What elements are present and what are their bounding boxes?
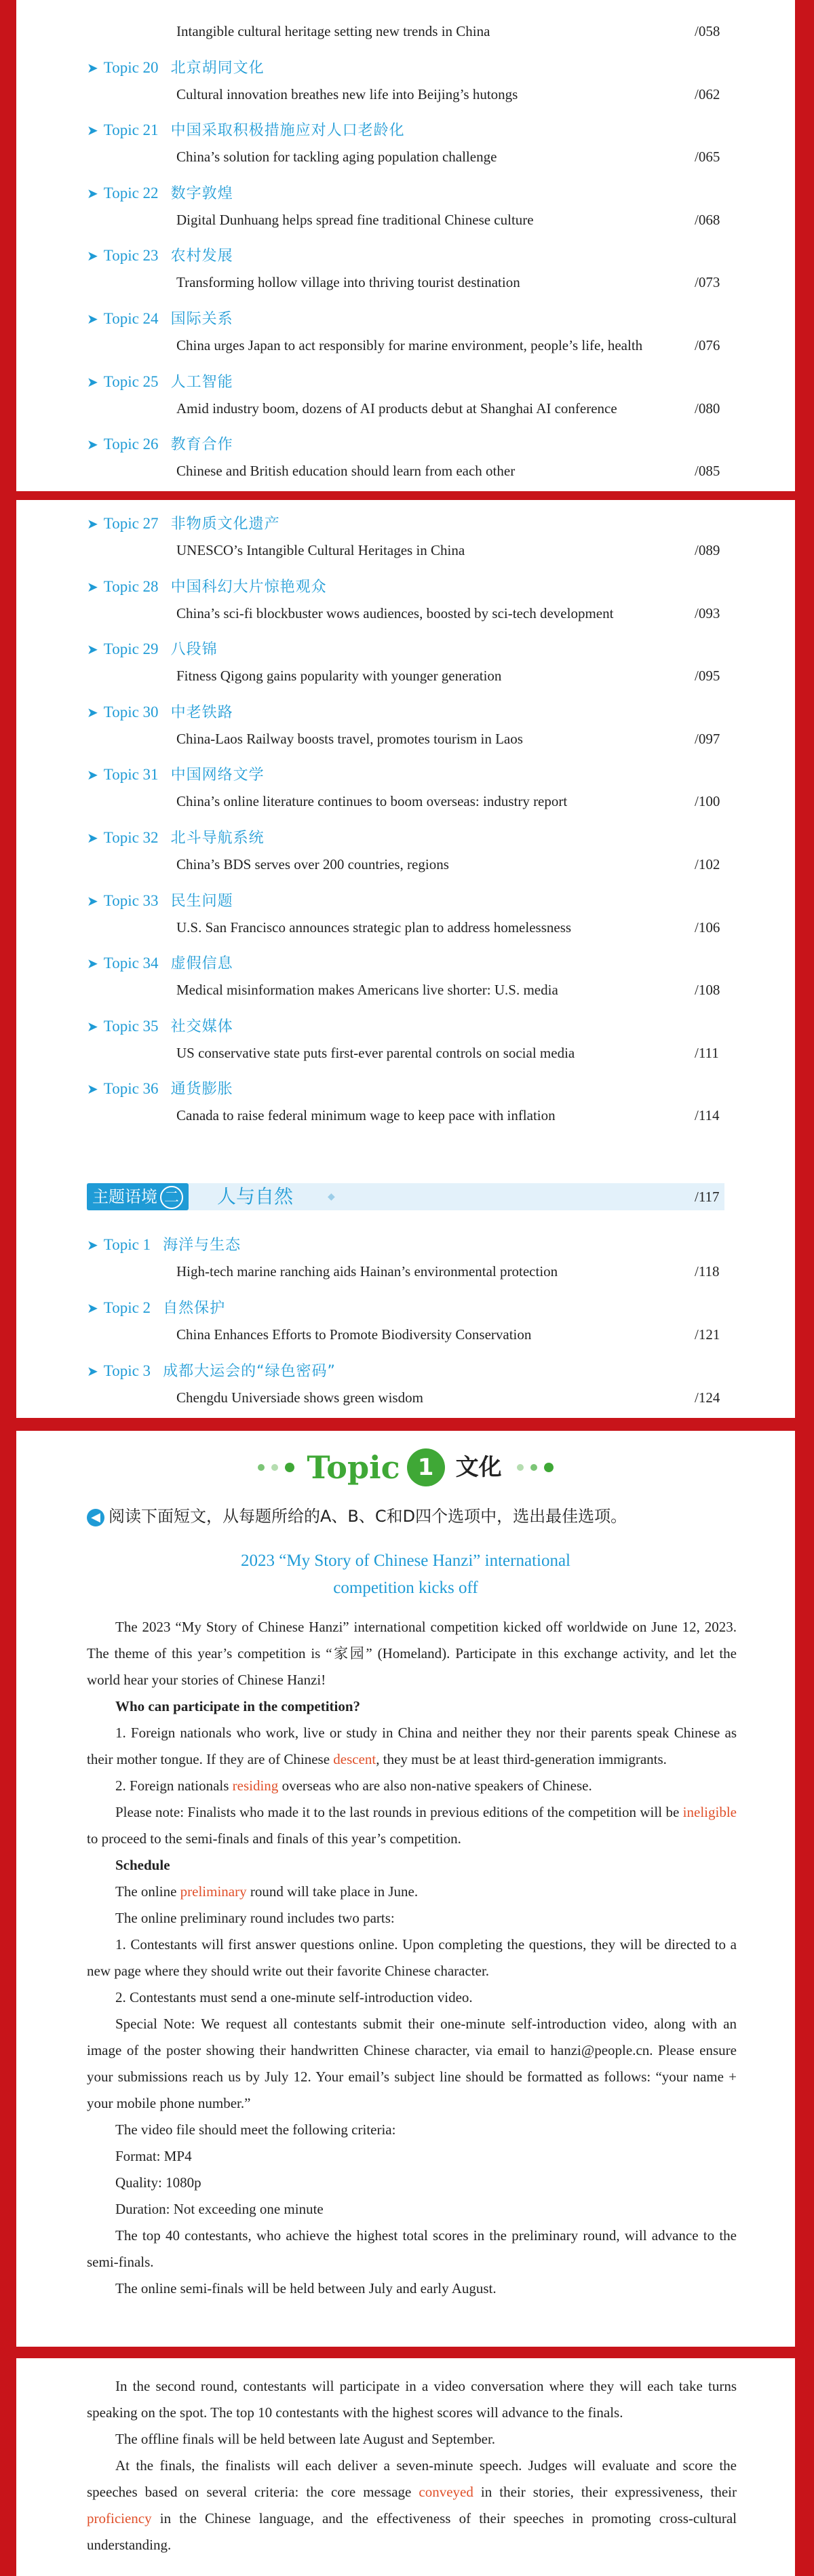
toc-title: Amid industry boom, dozens of AI products debut at Shanghai AI conference [176,400,617,417]
toc-page-number: /118 [695,1263,720,1280]
instruction [87,1504,795,1529]
toc-title: Canada to raise federal minimum wage to keep pace with inflation [176,1107,556,1124]
toc-entry [16,887,795,950]
article-title-line: competition kicks off [333,1579,478,1597]
paragraph-text: to proceed to the semi-finals and finals of this year’s competition. [87,1830,461,1847]
toc-topic-heading [87,430,233,459]
toc-topic-heading [87,635,218,664]
toc-topic-heading [87,179,233,208]
paragraph-text: Format: MP4 [115,2148,192,2164]
toc-entry [16,430,795,491]
toc-entry [16,761,795,824]
toc-page-number: /068 [695,211,720,228]
toc-entry [16,305,795,368]
toc-page-number: /080 [695,400,720,417]
toc-topic-number: Topic 35 [103,1017,159,1035]
article-paragraph [87,2170,737,2196]
toc-topic-heading [87,1357,336,1385]
article-paragraph [87,1799,737,1852]
paragraph-text: Schedule [115,1857,170,1873]
article-body [87,2373,737,2558]
toc-title: U.S. San Francisco announces strategic plan to address homelessness [176,919,572,936]
article-body [87,1614,737,2302]
toc-page-number: /114 [695,1107,720,1124]
paragraph-text: 1. Foreign nationals who work, live or study in China and neither they nor their parents speak Chinese as their mother tongue. If they are of Chinese [87,1725,737,1767]
toc-page-number: /106 [695,919,720,936]
paragraph-text: 1. Contestants will first answer questions online. Upon completing the questions, they will be directed to a new page where they should write out their favorite Chinese character. [87,1936,737,1979]
article-title-line: 2023 “My Story of Chinese Hanzi” international [241,1552,570,1570]
decor-dot-icon [517,1464,524,1471]
article-paragraph [87,2373,737,2426]
toc-entry [16,54,795,117]
toc-topic-heading [87,54,265,82]
highlighted-word: proficiency [87,2510,152,2526]
section-badge-label: 主题语境 [92,1187,157,1206]
toc-title: Cultural innovation breathes new life into Beijing’s hutongs [176,85,518,102]
paragraph-text: round will take place in June. [246,1883,419,1900]
paragraph-text: Please note: Finalists who made it to the last rounds in previous editions of the competition will be [115,1804,683,1820]
paragraph-text: Duration: Not exceeding one minute [115,2201,324,2217]
toc-topic-heading [87,949,233,978]
article-paragraph [87,1773,737,1799]
toc-page-number: /095 [695,668,720,685]
toc-page-1 [16,0,795,491]
paragraph-text: In the second round, contestants will participate in a video conversation where they will each take turns speaking on the spot. The top 10 contestants with the highest scores will advance to the finals. [87,2378,737,2421]
arrow-right-icon: ➤ [87,830,98,846]
toc-topic-number: Topic 2 [103,1299,151,1316]
toc-entry [16,1231,795,1294]
toc-topic-number: Topic 31 [103,766,159,784]
paragraph-text: 2. Contestants must send a one-minute self-introduction video. [115,1989,473,2005]
arrow-right-icon: ➤ [87,60,98,76]
toc-topic-number: Topic 20 [103,58,159,76]
highlighted-word: ineligible [682,1804,737,1820]
topic-number: 1 [407,1448,445,1486]
toc-topic-number: Topic 1 [103,1236,151,1253]
topic-header [16,1443,795,1492]
section-badge [87,1183,189,1210]
toc-entry [16,573,795,636]
diamond-icon: ◆ [328,1192,335,1202]
toc-topic-number: Topic 27 [103,515,159,532]
toc-topic-cn: 通货膨胀 [170,1081,233,1098]
paragraph-text: The online [115,1883,180,1900]
decor-dot-icon [258,1464,265,1471]
article-paragraph [87,2275,737,2302]
article-paragraph [87,2426,737,2453]
arrow-right-icon: ➤ [87,642,98,658]
toc-entry [16,824,795,887]
toc-topic-cn: 人工智能 [170,373,233,391]
toc-topic-number: Topic 34 [103,955,159,972]
toc-topic-cn: 国际关系 [170,310,233,328]
article-subheading [87,1693,737,1720]
toc-title: Digital Dunhuang helps spread fine traditional Chinese culture [176,211,534,228]
decor-dot-icon [544,1463,554,1472]
toc-page-number: /065 [695,149,720,166]
article-page [16,1431,795,2347]
toc-entry [16,510,795,573]
article-page-continued [16,2358,795,2576]
article-paragraph [87,2453,737,2558]
article-paragraph [87,1931,737,1984]
arrow-right-icon: ➤ [87,517,98,532]
toc-title: China’s online literature continues to boom overseas: industry report [176,793,568,810]
toc-page-number: /102 [695,856,720,872]
toc-list [16,1231,795,1418]
toc-topic-number: Topic 29 [103,640,159,658]
paragraph-text: The video file should meet the following criteria: [115,2121,396,2138]
arrow-right-icon: ➤ [87,186,98,201]
toc-topic-heading [87,305,233,333]
toc-topic-heading [87,242,233,270]
toc-page-number: /062 [695,85,720,102]
article-paragraph [87,2011,737,2117]
toc-topic-heading [87,368,233,396]
toc-page-number: /100 [695,793,720,810]
article-paragraph [87,2196,737,2223]
paragraph-text: The top 40 contestants, who achieve the highest total scores in the preliminary round, will advance to the semi-finals. [87,2227,737,2270]
arrow-right-icon: ➤ [87,579,98,595]
arrow-right-icon: ➤ [87,1082,98,1098]
toc-title: China’s BDS serves over 200 countries, regions [176,856,449,872]
highlighted-word: preliminary [180,1883,247,1900]
paragraph-text: overseas who are also non-native speakers of Chinese. [278,1777,592,1794]
toc-entry [16,0,795,54]
section-title: 人与自然 [217,1185,294,1208]
toc-entry [16,698,795,761]
toc-page-2 [16,500,795,1418]
paragraph-text: The online preliminary round includes two parts: [115,1910,395,1926]
instruction-text: 阅读下面短文，从每题所给的A、B、C和D四个选项中，选出最佳选项。 [109,1507,627,1526]
article-paragraph [87,1905,737,1931]
paragraph-text: The 2023 “My Story of Chinese Hanzi” international competition kicked off worldwide on June 12, 2023. The theme of this year’s competition is “家园” (Homeland). Participate in this exchange activity, and let the world hear your stories of Chinese Hanzi! [87,1619,737,1688]
article-title [16,1547,795,1602]
paragraph-text: , they must be at least third-generation immigrants. [376,1751,667,1767]
article-paragraph [87,1720,737,1773]
toc-entry [16,179,795,242]
toc-topic-cn: 自然保护 [163,1300,226,1317]
toc-topic-cn: 中国科幻大片惊艳观众 [170,578,327,596]
paragraph-text: At the finals, the finalists will each deliver a seven-minute speech. Judges will evaluate and score the speeches based on several criteria: the core message [87,2457,737,2500]
toc-title: Medical misinformation makes Americans live shorter: U.S. media [176,982,558,999]
toc-topic-cn: 海洋与生态 [163,1237,241,1254]
toc-topic-number: Topic 30 [103,703,159,720]
arrow-right-icon: ➤ [87,893,98,909]
toc-topic-cn: 中老铁路 [170,704,233,721]
arrow-right-icon: ➤ [87,123,98,139]
toc-topic-cn: 北斗导航系统 [170,829,265,847]
highlighted-word: descent [333,1751,376,1767]
toc-topic-cn: 北京胡同文化 [170,59,265,77]
toc-entry [16,1357,795,1418]
toc-topic-heading [87,887,233,915]
toc-topic-heading [87,1075,233,1103]
arrow-right-icon: ➤ [87,705,98,720]
toc-topic-cn: 教育合作 [170,436,233,454]
paragraph-text: in their stories, their expressiveness, their [473,2484,737,2500]
toc-title: US conservative state puts first-ever parental controls on social media [176,1044,575,1061]
section-page-number: /117 [695,1189,720,1205]
toc-topic-number: Topic 26 [103,436,159,453]
toc-topic-cn: 八段锦 [170,641,218,659]
topic-category: 文化 [455,1454,502,1482]
toc-topic-number: Topic 23 [103,247,159,265]
arrow-right-icon: ➤ [87,1301,98,1316]
info-icon: ◀ [87,1509,104,1526]
article-paragraph [87,1614,737,1693]
toc-list [16,0,795,491]
arrow-right-icon: ➤ [87,1238,98,1253]
toc-topic-cn: 农村发展 [170,248,233,265]
toc-entry [16,242,795,305]
toc-entry [16,1012,795,1075]
article-paragraph [87,2143,737,2170]
toc-topic-heading [87,1231,241,1259]
toc-page-number: /085 [695,463,720,480]
toc-topic-heading [87,824,265,852]
decor-dot-icon [285,1463,294,1472]
article-paragraph [87,1879,737,1905]
section-header [87,1183,724,1210]
toc-entry [16,1075,795,1138]
section-number: 二 [160,1186,183,1209]
toc-entry [16,116,795,179]
toc-list [16,510,795,1138]
toc-page-number: /093 [695,604,720,621]
toc-title: China-Laos Railway boosts travel, promotes tourism in Laos [176,730,523,747]
paragraph-text: The online semi-finals will be held between July and early August. [115,2280,497,2296]
toc-page-number: /073 [695,274,720,291]
toc-topic-number: Topic 32 [103,828,159,846]
arrow-right-icon: ➤ [87,1019,98,1035]
toc-topic-cn: 数字敦煌 [170,185,233,202]
toc-topic-heading [87,1012,233,1041]
toc-page-number: /058 [695,23,720,39]
topic-word: Topic [307,1449,400,1486]
arrow-right-icon: ➤ [87,957,98,972]
toc-page-number: /111 [695,1044,719,1061]
arrow-right-icon: ➤ [87,311,98,327]
article-subheading [87,1852,737,1879]
toc-title: Chinese and British education should learn from each other [176,463,516,480]
highlighted-word: residing [232,1777,279,1794]
arrow-right-icon: ➤ [87,768,98,784]
toc-topic-heading [87,510,280,538]
toc-topic-heading [87,698,233,727]
paragraph-text: 2. Foreign nationals [115,1777,233,1794]
toc-title: Transforming hollow village into thriving tourist destination [176,274,520,291]
toc-topic-number: Topic 24 [103,309,159,327]
highlighted-word: conveyed [419,2484,473,2500]
toc-page-number: /108 [695,982,720,999]
toc-topic-cn: 中国采取积极措施应对人口老龄化 [170,122,405,140]
toc-title: China’s sci-fi blockbuster wows audiences, boosted by sci-tech development [176,604,614,621]
toc-page-number: /121 [695,1326,720,1343]
toc-title: Chengdu Universiade shows green wisdom [176,1389,423,1406]
paragraph-text: The offline finals will be held between late August and September. [115,2431,496,2447]
toc-topic-heading [87,1294,225,1322]
toc-topic-number: Topic 36 [103,1080,159,1098]
toc-topic-number: Topic 28 [103,577,159,595]
toc-topic-number: Topic 22 [103,184,159,201]
arrow-right-icon: ➤ [87,1364,98,1379]
article-paragraph [87,1984,737,2011]
paragraph-text: Who can participate in the competition? [115,1698,361,1714]
paragraph-text: Special Note: We request all contestants submit their one-minute self-introduction video, along with an image of the poster showing their handwritten Chinese character, via email to hanzi@people.cn. Please ensure your submissions reach us by July 12. Your email’s subject line should be formatted as follows: “your name + your mobile phone number.” [87,2016,737,2111]
toc-topic-heading [87,761,265,789]
toc-entry [16,635,795,698]
toc-topic-heading [87,116,405,145]
toc-topic-cn: 民生问题 [170,892,233,910]
toc-title: China’s solution for tackling aging population challenge [176,149,497,166]
toc-title: China urges Japan to act responsibly for marine environment, people’s life, health [176,337,643,353]
toc-topic-number: Topic 33 [103,891,159,909]
paragraph-text: Quality: 1080p [115,2174,201,2191]
paragraph-text: in the Chinese language, and the effectiveness of their speeches in promoting cross-cultural understanding. [87,2510,737,2553]
arrow-right-icon: ➤ [87,438,98,453]
toc-topic-cn: 社交媒体 [170,1018,233,1035]
toc-title: UNESCO’s Intangible Cultural Heritages in China [176,542,465,558]
toc-page-number: /097 [695,730,720,747]
toc-topic-number: Topic 25 [103,372,159,390]
arrow-right-icon: ➤ [87,249,98,265]
toc-topic-number: Topic 21 [103,121,159,139]
toc-page-number: /076 [695,337,720,353]
toc-title: Fitness Qigong gains popularity with younger generation [176,668,502,685]
toc-topic-cn: 成都大运会的“绿色密码” [163,1363,336,1380]
article-paragraph [87,2223,737,2275]
toc-title: High-tech marine ranching aids Hainan’s environmental protection [176,1263,558,1280]
toc-topic-cn: 虚假信息 [170,955,233,973]
toc-entry [16,1294,795,1357]
toc-topic-heading [87,573,327,601]
toc-topic-cn: 中国网络文学 [170,767,265,784]
toc-entry [16,368,795,431]
toc-entry [16,949,795,1012]
toc-title: China Enhances Efforts to Promote Biodiversity Conservation [176,1326,532,1343]
toc-topic-number: Topic 3 [103,1362,151,1379]
arrow-right-icon: ➤ [87,374,98,390]
toc-topic-cn: 非物质文化遗产 [170,516,280,533]
toc-title: Intangible cultural heritage setting new trends in China [176,23,490,39]
article-paragraph [87,2117,737,2143]
decor-dot-icon [271,1464,278,1471]
decor-dot-icon [530,1464,537,1471]
toc-page-number: /124 [695,1389,720,1406]
toc-page-number: /089 [695,542,720,558]
